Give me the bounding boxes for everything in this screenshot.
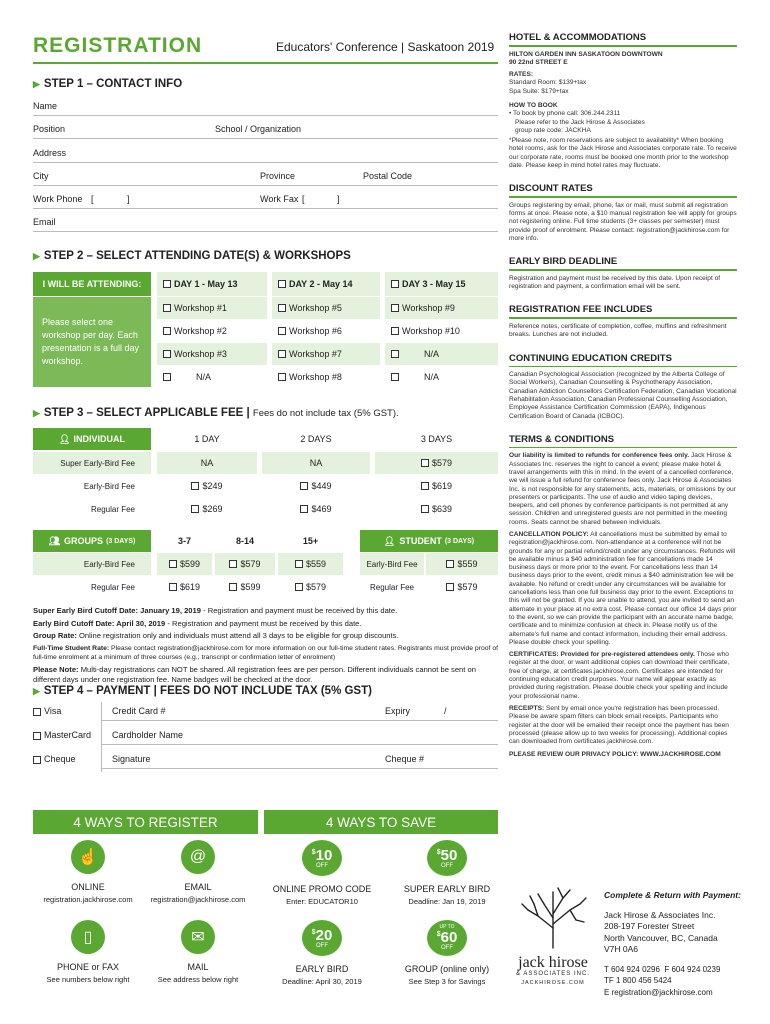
fee-note-bold: Please Note: xyxy=(33,664,79,674)
fee-note xyxy=(33,631,498,642)
workshop-label: N/A xyxy=(424,349,440,359)
fee-option xyxy=(157,452,257,474)
fee-value: $469 xyxy=(311,504,332,514)
checkbox-icon xyxy=(391,327,399,335)
fee-value: $599 xyxy=(179,559,201,569)
badge-amount xyxy=(437,848,458,863)
step3-heading: ▶ STEP 3 – SELECT APPLICABLE FEE | Fees do not include tax (5% GST). xyxy=(33,407,399,419)
student-fee-option[interactable] xyxy=(426,553,498,575)
badge-currency: $ xyxy=(311,928,316,936)
way-label: SUPER EARLY BIRD xyxy=(403,884,491,894)
fee-note xyxy=(33,665,498,686)
logo-name: jack hirose xyxy=(518,954,588,971)
rate-suite: Spa Suite: $179+tax xyxy=(509,87,569,95)
fee-option[interactable] xyxy=(157,498,257,520)
phone-bracket-r: ] xyxy=(127,194,130,204)
checkbox-icon xyxy=(300,482,308,490)
fee-option[interactable] xyxy=(375,475,498,497)
person-icon: 👤︎ xyxy=(59,433,71,444)
badge-currency: $ xyxy=(311,848,316,856)
cheque-option[interactable] xyxy=(33,754,76,764)
signature-label: Signature xyxy=(112,754,151,764)
phone-bracket-l: [ xyxy=(91,194,94,204)
province-label: Province xyxy=(260,171,296,181)
ways-save-bar: 4 WAYS TO SAVE xyxy=(264,810,498,834)
address-label: Address xyxy=(33,148,67,158)
mastercard-option[interactable] xyxy=(33,730,91,740)
checkbox-icon xyxy=(446,583,454,591)
workshop-option[interactable] xyxy=(385,297,498,319)
signature-field[interactable] xyxy=(101,768,498,769)
fee-col-header: 2 DAYS xyxy=(300,434,332,444)
workshop-label: Workshop #5 xyxy=(289,303,342,313)
badge-off: OFF xyxy=(316,942,328,949)
workshop-option[interactable] xyxy=(272,343,380,365)
checkbox-icon xyxy=(278,373,286,381)
discount-badge-icon xyxy=(427,920,467,956)
fee-value: $449 xyxy=(311,481,332,491)
fee-note xyxy=(33,644,498,663)
fee-includes-text: Reference notes, certificate of completion, coffee, muffins and refreshment breaks. Lunches are not included. xyxy=(509,322,727,339)
divider xyxy=(509,317,737,319)
fee-col-header: 1 DAY xyxy=(194,434,220,444)
way-phone xyxy=(33,920,143,984)
way-label: ONLINE xyxy=(71,882,105,892)
way-detail[interactable]: registration@jackhirose.com xyxy=(150,895,246,904)
fee-value: $579 xyxy=(305,582,327,592)
way-seb xyxy=(392,840,502,906)
workshop-label: N/A xyxy=(424,372,440,382)
checkbox-icon xyxy=(229,583,237,591)
checkbox-icon xyxy=(421,505,429,513)
workshop-label: Workshop #6 xyxy=(289,326,342,336)
fee-option[interactable] xyxy=(375,498,498,520)
ways-register-bar: 4 WAYS TO REGISTER xyxy=(33,810,258,834)
workshop-option[interactable] xyxy=(157,320,267,342)
workshop-label: Workshop #2 xyxy=(174,326,227,336)
fee-col-header: 3 DAYS xyxy=(420,434,453,444)
day-label: DAY 3 - May 15 xyxy=(402,279,466,289)
checkbox-icon xyxy=(191,505,199,513)
workshop-option[interactable] xyxy=(157,297,267,319)
step2-heading-text: STEP 2 – SELECT ATTENDING DATE(S) & WORKSHOPS xyxy=(43,250,351,262)
telephone: T 604 924 0296 xyxy=(604,964,660,974)
group-row-label: Early-Bird Fee xyxy=(33,553,151,575)
divider xyxy=(509,366,737,368)
workshop-option[interactable] xyxy=(385,343,498,365)
checkbox-icon xyxy=(278,280,286,288)
way-grp xyxy=(392,920,502,986)
email-label: Email xyxy=(33,217,56,227)
fee-note-text: Multi-day registrations can NOT be shared. All registration fees are per person. Different individuals cannot be sent on different days under one registration fee. Name badges will be checked at the door. xyxy=(33,664,476,684)
step3-heading-text: STEP 3 – SELECT APPLICABLE FEE xyxy=(43,407,244,419)
way-detail[interactable]: registration.jackhirose.com xyxy=(43,895,133,904)
step1-heading-text: STEP 1 – CONTACT INFO xyxy=(43,78,183,90)
position-field[interactable] xyxy=(33,138,498,139)
email-icon: @ xyxy=(181,840,215,874)
name-label: Name xyxy=(33,101,58,111)
badge-value: 10 xyxy=(315,846,333,864)
checkbox-icon xyxy=(391,350,399,358)
cancellation-text xyxy=(509,531,737,647)
day-3-checkbox[interactable] xyxy=(385,272,498,296)
fee-value: NA xyxy=(309,458,323,468)
cheque-label: Cheque xyxy=(44,754,76,764)
student-row-label: Regular Fee xyxy=(369,582,415,592)
terms-bold: Our liability is limited to refunds for conference fees only. xyxy=(509,452,690,460)
ce-heading: CONTINUING EDUCATION CREDITS xyxy=(509,352,672,364)
city-field[interactable] xyxy=(33,185,498,186)
fee-note-text: Please contact registration@jackhirose.com for more information on our full-time student rates. Registrants must provide proof of full-time enrolment at a minimum of three courses (e.g., transcript or confirmation letter of enrolment) xyxy=(33,644,498,661)
way-label: EMAIL xyxy=(184,882,212,892)
expiry-label: Expiry xyxy=(385,706,411,716)
logo-sub: & ASSOCIATES INC. xyxy=(516,971,590,977)
phone-field[interactable] xyxy=(33,208,498,209)
visa-option[interactable] xyxy=(33,706,61,716)
fee-note-bold: Super Early Bird Cutoff Date: January 19, 2019 xyxy=(33,606,201,615)
day-1-checkbox[interactable] xyxy=(157,272,267,296)
early-bird-heading: EARLY BIRD DEADLINE xyxy=(509,256,618,268)
cancellation-bold: CANCELLATION POLICY: xyxy=(509,530,589,538)
group-fee-option[interactable] xyxy=(157,553,212,575)
divider xyxy=(101,702,102,772)
badge-value: 20 xyxy=(315,926,333,944)
fee-note-bold: Early Bird Cutoff Date: April 30, 2019 xyxy=(33,618,166,628)
hotel-note: *Please note, room reservations are subject to availability* When booking hotel rooms, ask for the Jack Hirose and Associates corporate rate. To receive our corporate rate, rooms must be booked one month prior to the workshop date. Please keep in mind hotel rates may fluctuate. xyxy=(509,137,737,170)
way-detail: See numbers below right xyxy=(46,975,130,984)
cancellation-body: All cancellations must be submitted by email to registration@jackhirose.com. Non-attendance at a conference will not be grounds for any or partial refund/credit under any circumstances. Refunds will be available minus a $40 administration fee for cancellations made 14 business days or more prior to the event. For cancellations less than 14 business days prior to the event, credit minus a $40 administration fee will be available. No refund or credit under any circumstances will be available for cancellations less than one full business day prior to the event. Exceptions to this will not be granted. If you are unable to attend, you are invited to send an alternate in your place at no extra cost. Please contact our office 14 days prior to the event, so we can provide the participant with an accurate name badge, certificate and to minimize confusion at check in. Please notify us of the alternate's full name and contact information, including their email address. Please double check your spelling. xyxy=(509,530,737,646)
way-label: GROUP (online only) xyxy=(404,964,490,974)
way-label: PHONE or FAX xyxy=(56,962,119,972)
badge-amount xyxy=(437,930,458,945)
badge-amount xyxy=(312,928,333,943)
return-heading: Complete & Return with Payment: xyxy=(604,890,741,900)
checkbox-icon xyxy=(169,560,177,568)
way-detail: Deadline: Jan 19, 2019 xyxy=(408,897,486,906)
checkbox-icon xyxy=(229,560,237,568)
return-block xyxy=(604,890,744,998)
discount-badge-icon xyxy=(302,840,342,876)
way-eb xyxy=(267,920,377,986)
fee-option[interactable] xyxy=(262,475,370,497)
groups-header xyxy=(33,530,151,552)
student-label: STUDENT xyxy=(399,536,442,546)
checkbox-icon xyxy=(391,373,399,381)
fax-bracket-r: ] xyxy=(337,194,340,204)
fee-value: $269 xyxy=(202,504,223,514)
group-icon: 👥︎ xyxy=(48,535,61,546)
workshop-label: Workshop #1 xyxy=(174,303,227,313)
workshop-option[interactable] xyxy=(272,320,380,342)
school-label: School / Organization xyxy=(215,124,302,134)
checkbox-icon xyxy=(295,560,303,568)
fee-value: $619 xyxy=(431,481,453,491)
group-fee-option[interactable] xyxy=(278,553,343,575)
workshop-label: Workshop #3 xyxy=(174,349,227,359)
group-row-label: Regular Fee xyxy=(90,582,135,592)
how-to-book-3: group rate code: JACKHA xyxy=(515,126,591,134)
badge-off: OFF xyxy=(441,862,453,869)
group-fee-option[interactable] xyxy=(157,576,212,598)
checkbox-icon xyxy=(391,280,399,288)
divider xyxy=(33,62,498,64)
checkbox-icon xyxy=(278,304,286,312)
return-line-3: North Vancouver, BC, Canada xyxy=(604,932,718,943)
checkbox-icon xyxy=(163,327,171,335)
fee-option[interactable] xyxy=(375,452,498,474)
student-fee-option[interactable] xyxy=(426,576,498,598)
workshop-label: Workshop #8 xyxy=(289,372,342,382)
fee-note-bold: Full-Time Student Rate: xyxy=(33,644,110,652)
checkbox-icon xyxy=(295,583,303,591)
mail-icon: ✉ xyxy=(181,920,215,954)
postal-label: Postal Code xyxy=(363,171,413,181)
workshop-option[interactable] xyxy=(272,366,380,388)
receipts-bold: RECEIPTS: xyxy=(509,704,545,712)
fee-note-text: Online registration only and individuals must attend all 3 days to be eligible for group discounts. xyxy=(76,631,399,640)
city-label: City xyxy=(33,171,49,181)
divider xyxy=(509,269,737,271)
fee-option[interactable] xyxy=(157,475,257,497)
cc-label: Credit Card # xyxy=(112,706,166,716)
work-phone-label: Work Phone xyxy=(33,194,83,204)
step3-sep: | xyxy=(246,407,250,419)
checkbox-icon xyxy=(191,482,199,490)
step2-heading: ▶ STEP 2 – SELECT ATTENDING DATE(S) & WORKSHOPS xyxy=(33,250,351,262)
fee-value: $599 xyxy=(240,582,261,592)
holder-label: Cardholder Name xyxy=(112,730,184,740)
checkbox-icon xyxy=(169,583,177,591)
student-sub: (3 DAYS) xyxy=(444,537,475,545)
student-header xyxy=(360,530,498,552)
mastercard-label: MasterCard xyxy=(44,730,92,740)
certificates-body: Those who register at the door, or want additional copies can download their certificate, free of charge, at certificates.jackhirose.com. Certificates are intended for continuing education credit purposes. Your name will appear exactly as provided during registration. Please double check your spelling and include your professional name. xyxy=(509,651,730,700)
badge-off: OFF xyxy=(316,862,328,869)
online-icon: ☝ xyxy=(71,840,105,874)
discount-text: Groups registering by email, phone, fax or mail, must submit all registration forms at once. Please note, a $10 manual registration fee will apply for groups not registering online. Full time students (3+ classes per semester) must provide proof of enrolment. Please contact: registration@jackhirose.com for more info. xyxy=(509,201,737,243)
how-to-book-2: Please refer to the Jack Hirose & Associates xyxy=(515,118,645,126)
divider xyxy=(509,196,737,198)
checkbox-icon xyxy=(278,350,286,358)
checkbox-icon xyxy=(163,280,171,288)
badge-value: 50 xyxy=(440,846,458,864)
workshop-label: N/A xyxy=(196,372,212,382)
rate-standard: Standard Room: $139+tax xyxy=(509,79,587,87)
badge-value: 60 xyxy=(440,929,458,946)
checkbox-icon xyxy=(163,304,171,312)
workshop-note-text: Please select one workshop per day. Each presentation is a full day workshop. xyxy=(33,297,151,387)
discount-badge-icon xyxy=(302,920,342,956)
early-bird-text: Registration and payment must be received by this date. Upon receipt of registration and payment, a confirmation email will be sent. xyxy=(509,274,721,291)
discount-heading: DISCOUNT RATES xyxy=(509,183,593,195)
step4-heading: ▶ STEP 4 – PAYMENT | FEES DO NOT INCLUDE TAX (5% GST) xyxy=(33,685,372,697)
day-label: DAY 2 - May 14 xyxy=(289,279,353,289)
fee-value: $559 xyxy=(457,559,478,569)
way-online xyxy=(33,840,143,904)
fee-value: $579 xyxy=(240,559,261,569)
certificates-bold: CERTIFICATES: Provided for pre-registered attendees only. xyxy=(509,651,695,659)
fee-includes-heading: REGISTRATION FEE INCLUDES xyxy=(509,304,653,316)
return-line-4: V7H 0A6 xyxy=(604,944,639,954)
ce-text: Canadian Psychological Association (recognized by the Alberta College of Social Workers), Canadian Counselling & Psychotherapy Association, Canadian Addiction Counsellors Certification Federation, Canadian Vocational Rehabilitation Association, Canadian Professional Counselling Association, Employee Assistance Certification Commission (EAPA), Indigenous Certification Board of Canada (ICBOC). xyxy=(509,371,737,420)
checkbox-icon xyxy=(300,505,308,513)
way-promo xyxy=(267,840,377,906)
how-to-book-heading: HOW TO BOOK xyxy=(509,101,558,109)
fee-row-label: Regular Fee xyxy=(90,504,135,514)
groups-label: GROUPS xyxy=(64,536,104,546)
cc-field[interactable] xyxy=(101,720,498,721)
fee-note xyxy=(33,606,498,617)
attending-label: I WILL BE ATTENDING: xyxy=(33,272,151,296)
way-label: ONLINE PROMO CODE xyxy=(272,884,372,894)
return-line-1: Jack Hirose & Associates Inc. xyxy=(604,909,716,920)
badge-currency: $ xyxy=(436,848,441,856)
day-2-checkbox[interactable] xyxy=(272,272,380,296)
page-title: REGISTRATION xyxy=(33,34,203,57)
divider xyxy=(509,45,737,47)
phone-line xyxy=(604,964,744,976)
workshop-label: Workshop #10 xyxy=(402,326,460,336)
email-field[interactable] xyxy=(33,231,498,232)
discount-badge-icon xyxy=(427,840,467,876)
fee-option[interactable] xyxy=(262,498,370,520)
privacy-link[interactable]: PLEASE REVIEW OUR PRIVACY POLICY: WWW.JACKHIROSE.COM xyxy=(509,751,721,759)
fee-note-text: - Registration and payment must be received by this date. xyxy=(200,606,398,615)
group-fee-option[interactable] xyxy=(215,553,275,575)
checkbox-icon xyxy=(421,459,429,467)
hotel-name: HILTON GARDEN INN SASKATOON DOWNTOWN xyxy=(509,50,663,58)
workshop-label: Workshop #9 xyxy=(402,303,455,313)
badge-off: OFF xyxy=(441,945,453,951)
phone-icon: ▯ xyxy=(71,920,105,954)
right-column xyxy=(509,32,737,760)
certificates-text xyxy=(509,651,737,701)
fee-note-bold: Group Rate: xyxy=(33,631,77,640)
divider xyxy=(509,447,737,449)
fee-value: $559 xyxy=(305,559,327,569)
way-detail: See address below right xyxy=(157,975,239,984)
workshop-label: Workshop #7 xyxy=(289,349,342,359)
workshop-option[interactable] xyxy=(272,297,380,319)
address-field[interactable] xyxy=(33,162,498,163)
terms-body: Jack Hirose & Associates Inc. reserves the right to cancel a event; please make hotel & travel arrangements with this in mind. In the event of a cancelled conference, we will issue a full refund for conference fees only. Jack Hirose & Associates Inc. is not responsible for any statements, acts, materials, or omissions by our presenters or participants. The use of audio and video taping devices, beepers, and cell phones by conference participants is not permitted at any session. Children and unregistered guests are not permitted in the meeting rooms. Seats cannot be shared between individuals. xyxy=(509,452,736,526)
fee-value: $619 xyxy=(179,582,201,592)
checkbox-icon xyxy=(278,327,286,335)
fax: F 604 924 0239 xyxy=(664,964,721,974)
hotel-address: 90 22nd STREET E xyxy=(509,58,568,66)
fee-value: $579 xyxy=(457,582,478,592)
visa-label: Visa xyxy=(44,706,62,716)
fee-value: $579 xyxy=(431,458,453,468)
individual-header xyxy=(33,428,151,450)
way-detail: See Step 3 for Savings xyxy=(408,977,486,986)
student-row-label: Early-Bird Fee xyxy=(360,553,424,575)
hotel-heading: HOTEL & ACCOMMODATIONS xyxy=(509,32,647,43)
name-field[interactable] xyxy=(33,115,498,116)
group-col-header: 8-14 xyxy=(235,536,254,546)
how-to-book-1: • To book by phone call: 306.244.2311 xyxy=(509,110,621,118)
fee-value: $639 xyxy=(431,504,453,514)
checkbox-icon xyxy=(446,560,454,568)
way-detail: Deadline: April 30, 2019 xyxy=(282,977,362,986)
cheque-num-label: Cheque # xyxy=(385,754,425,764)
group-fee-option[interactable] xyxy=(215,576,275,598)
fee-option xyxy=(262,452,370,474)
person-icon: 👤︎ xyxy=(383,535,396,546)
fee-value: NA xyxy=(200,458,214,468)
workshop-option[interactable] xyxy=(157,366,267,388)
tree-logo-icon xyxy=(508,880,598,950)
group-fee-option[interactable] xyxy=(278,576,343,598)
fee-note xyxy=(33,619,498,630)
day-label: DAY 1 - May 13 xyxy=(174,279,238,289)
checkbox-icon xyxy=(163,373,171,381)
return-line-2: 208-197 Forester Street xyxy=(604,921,695,931)
fax-bracket-l: [ xyxy=(302,194,305,204)
terms-heading: TERMS & CONDITIONS xyxy=(509,433,615,445)
checkbox-icon xyxy=(421,482,429,490)
group-col-header: 3-7 xyxy=(177,536,191,546)
logo-url: JACKHIROSE.COM xyxy=(521,980,585,986)
workshop-option[interactable] xyxy=(157,343,267,365)
way-detail: Enter: EDUCATOR10 xyxy=(286,897,358,906)
position-label: Position xyxy=(33,124,66,134)
way-mail xyxy=(143,920,253,984)
terms-text xyxy=(509,452,737,527)
fee-row-label: Early-Bird Fee xyxy=(83,481,135,491)
receipts-text xyxy=(509,705,737,746)
step1-heading: ▶ STEP 1 – CONTACT INFO xyxy=(33,78,183,90)
page-subtitle: Educators' Conference | Saskatoon 2019 xyxy=(276,40,495,54)
checkbox-icon xyxy=(163,350,171,358)
way-label: EARLY BIRD xyxy=(295,964,349,974)
groups-sub: (3 DAYS) xyxy=(106,537,136,545)
checkbox-icon xyxy=(391,304,399,312)
way-email xyxy=(143,840,253,904)
individual-label: INDIVIDUAL xyxy=(73,434,125,444)
expiry-slash: / xyxy=(444,706,447,716)
group-col-header: 15+ xyxy=(302,536,319,546)
step3-note: Fees do not include tax (5% GST). xyxy=(252,408,399,419)
tollfree: TF 1 800 456 5424 xyxy=(604,976,672,985)
contact-email[interactable]: E registration@jackhirose.com xyxy=(604,987,713,997)
badge-currency: $ xyxy=(436,931,441,938)
badge-amount xyxy=(312,848,333,863)
way-label: MAIL xyxy=(187,962,209,972)
fee-note-text: - Registration and payment must be received by this date. xyxy=(165,618,362,628)
workshop-option[interactable] xyxy=(385,320,498,342)
holder-field[interactable] xyxy=(101,744,498,745)
logo xyxy=(508,880,598,986)
fee-notes xyxy=(33,604,498,686)
fee-row-label: Super Early-Bird Fee xyxy=(33,452,151,474)
step4-heading-text: STEP 4 – PAYMENT | FEES DO NOT INCLUDE TAX (5% GST) xyxy=(43,685,372,697)
work-fax-label: Work Fax xyxy=(260,194,299,204)
rates-heading: RATES: xyxy=(509,71,534,79)
badge-upto: UP TO xyxy=(439,924,455,930)
workshop-option[interactable] xyxy=(385,366,498,388)
receipts-body: Sent by email once you're registration has been processed. Please be aware spam filters can block email receipts. Participants who register at the door will be emailed their receipt once the payment has been processed (please allow up to two weeks for processing). Additional copies can downloaded from certificates.jackhirose.com. xyxy=(509,704,729,746)
fee-value: $249 xyxy=(202,481,223,491)
